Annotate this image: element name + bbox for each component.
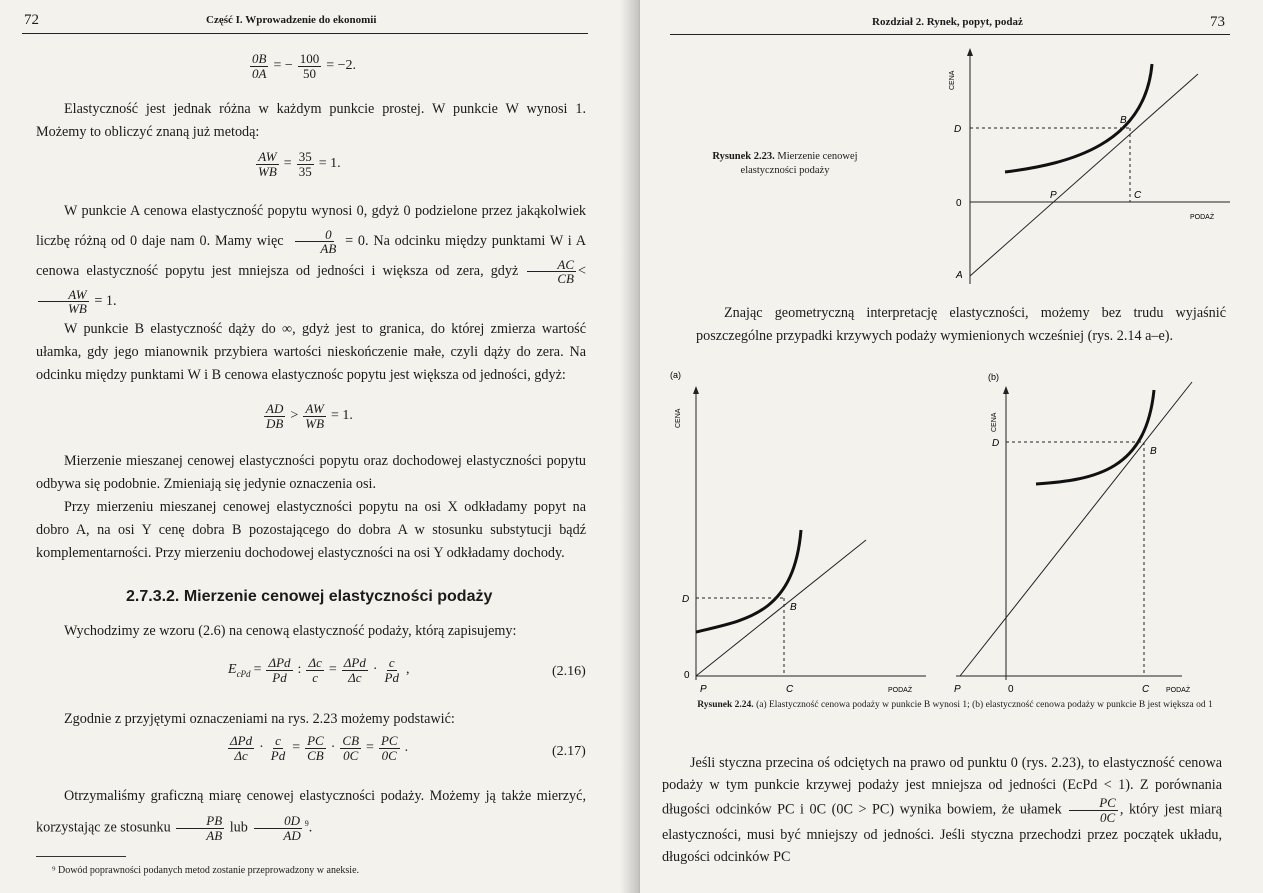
- equation-number-2-16: (2.16): [552, 664, 586, 679]
- page-number: 72: [24, 12, 39, 28]
- y-axis-label: CENA: [675, 408, 682, 428]
- paragraph-1: Elastyczność jest jednak różna w każdym punkcie prostej. W punkcie W wynosi 1. Możemy to obliczyć znaną już metodą:: [36, 101, 586, 140]
- label-c: C: [1134, 190, 1142, 201]
- equation-2-16: $E_{cPd}$ = $\frac{\text{ΔPd}}{Pd}$ : $\frac{\Delta c}{c}$ = $\frac{\text{ΔPd}}{\Delta c}$ · $\frac{c}{Pd}$ ,: [228, 655, 410, 685]
- footnote: ⁹ Dowód poprawności podanych metod zostanie przeprowadzony w aneksie.: [52, 865, 360, 876]
- label-c: C: [786, 684, 794, 695]
- figure-2-23-caption: Rysunek 2.23. Mierzenie cenowej elastyczności podaży: [712, 151, 858, 176]
- label-b: B: [790, 602, 797, 613]
- y-axis-arrow: [967, 48, 973, 56]
- label-zero: 0: [1008, 684, 1014, 695]
- label-a: A: [956, 270, 963, 281]
- figure-2-24-caption: Rysunek 2.24. (a) Elastyczność cenowa podaży w punkcie B wynosi 1; (b) elastyczność cenowa podaży w punkcie B jest większa od 1: [697, 700, 1213, 710]
- equation-ob-oa: $\frac{0B}{0A}$ = − $\frac{100}{50}$ = −2.: [252, 51, 357, 81]
- equation-ad-db: $\frac{AD}{DB}$ > $\frac{AW}{WB}$ = 1.: [266, 401, 353, 431]
- paragraph-1: Znając geometryczną interpretację elastyczności, możemy bez trudu wyjaśnić poszczególne przypadki krzywych podaży wymienionych wcześniej (rys. 2.14 a–e).: [696, 305, 1226, 344]
- running-head: Rozdział 2. Rynek, popyt, podaż: [872, 16, 1023, 28]
- label-zero: 0: [956, 198, 962, 209]
- paragraph-4: Mierzenie mieszanej cenowej elastyczności popytu oraz dochodowej elastyczności popytu odbywa się podobnie. Zmieniają się jedynie oznaczenia osi.: [36, 453, 586, 492]
- paragraph-5: Przy mierzeniu mieszanej cenowej elastyczności popytu na osi X odkładamy popyt na dobro A, na osi Y cenę dobra B pozostającego do dobra A w stosunku substytucji bądź komplementarności. Przy mierzeniu dochodowej elastyczności na osi Y odkładamy dochody.: [36, 499, 586, 561]
- y-axis-arrow: [1003, 386, 1009, 394]
- supply-curve: [696, 530, 801, 632]
- x-axis-label: PODAŻ: [1190, 214, 1215, 221]
- paragraph-3: W punkcie B elastyczność dąży do ∞, gdyż jest to granica, do której zmierza wartość ułamka, gdy jego mianownik przybiera wartości nieskończenie małe, czyli dąży do zera. Na odcinku między punktami W i B cenowa elastycznośc popytu jest większa od jedności, gdyż:: [36, 321, 586, 383]
- page-number: 73: [1210, 14, 1225, 30]
- label-zero: 0: [684, 670, 690, 681]
- header-rule: [22, 33, 588, 34]
- label-p: P: [1050, 190, 1057, 201]
- y-axis-label: CENA: [991, 412, 998, 432]
- figure-2-24a: [666, 370, 946, 700]
- right-page: [640, 0, 1263, 893]
- supply-curve: [1036, 390, 1154, 484]
- label-c: C: [1142, 684, 1150, 695]
- equation-aw-wb: $\frac{AW}{WB}$ = $\frac{35}{35}$ = 1.: [258, 149, 341, 179]
- y-axis-arrow: [693, 386, 699, 394]
- figure-2-23: [940, 44, 1240, 294]
- y-axis-label: CENA: [949, 70, 956, 90]
- supply-curve: [1005, 64, 1152, 172]
- paragraph-2: W punkcie A cenowa elastyczność popytu wynosi 0, gdyż 0 podzielone przez jakąkolwiek liczbę różną od 0 daje nam 0. Mamy więc $\frac{0}{AB}$ = 0. Na odcinku między punktami W i A cenowa elastyczność popytu jest mniejsza od jedności i większa od zera, gdyż $\frac{AC}{CB}$ < $\frac{AW}{WB}$ = 1.: [36, 203, 587, 317]
- x-axis-label: PODAŻ: [1166, 687, 1191, 694]
- label-b: B: [1120, 115, 1127, 126]
- paragraph-6: Wychodzimy ze wzoru (2.6) na cenową elastyczność podaży, którą zapisujemy:: [64, 623, 517, 639]
- paragraph-8: Otrzymaliśmy graficzną miarę cenowej elastyczności podaży. Możemy ją także mierzyć, korzystając ze stosunku $\frac{PB}{AB}$ lub $\frac{0D}{AD}$ $^9$.: [36, 788, 586, 843]
- paragraph-2: Jeśli styczna przecina oś odciętych na prawo od punktu 0 (rys. 2.23), to elastyczność cenowa podaży w tym punkcie krzywej podaży jest mniejsza od jedności (EcPd < 1). Z porównania długości odcinków PC i 0C (0C > PC) wynika bowiem, że ułamek $\frac{PC}{0C}$ , który jest miarą elastyczności, musi być mniejszy od jedności. Jeśli styczna przechodzi przez początek układu, długości odcinków PC: [662, 755, 1223, 866]
- label-p: P: [954, 684, 961, 695]
- label-d: D: [954, 124, 962, 135]
- equation-2-17: $\frac{\text{ΔPd}}{\Delta c}$ · $\frac{c}{Pd}$ = $\frac{PC}{CB}$ · $\frac{CB}{0C}$ = $\frac{PC}{0C}$ .: [230, 733, 409, 763]
- tangent-line: [696, 540, 866, 676]
- header-rule: [670, 34, 1230, 35]
- label-d: D: [992, 438, 1000, 449]
- figure-tag: (b): [988, 372, 999, 382]
- label-b: B: [1150, 446, 1157, 457]
- figure-tag: (a): [670, 370, 681, 380]
- tangent-line: [970, 74, 1198, 276]
- paragraph-7: Zgodnie z przyjętymi oznaczeniami na rys. 2.23 możemy podstawić:: [64, 711, 455, 727]
- label-d: D: [682, 594, 690, 605]
- equation-number-2-17: (2.17): [552, 744, 586, 759]
- x-axis-label: PODAŻ: [888, 687, 913, 694]
- figure-2-24b: [946, 370, 1221, 700]
- label-p: P: [700, 684, 707, 695]
- section-title: 2.7.3.2. Mierzenie cenowej elastyczności podaży: [126, 588, 493, 605]
- footnote-rule: [36, 856, 126, 857]
- running-head: Część I. Wprowadzenie do ekonomii: [206, 14, 377, 26]
